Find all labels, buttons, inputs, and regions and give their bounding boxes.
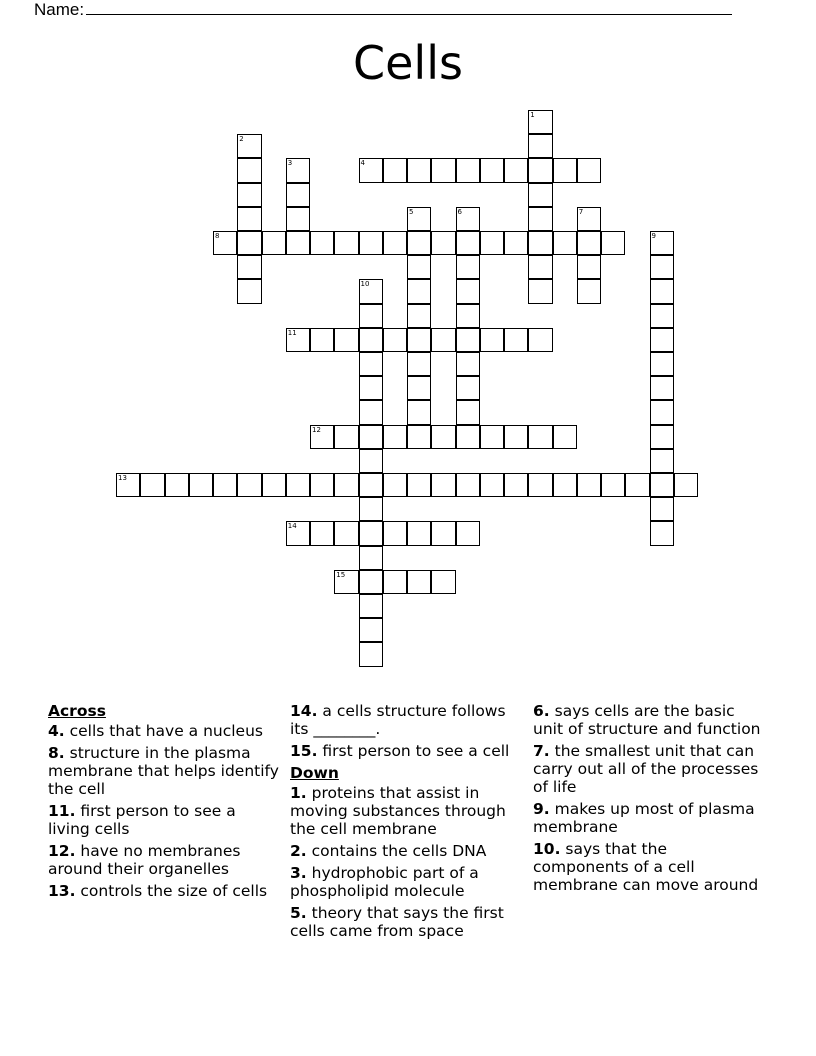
down-clue [290,784,522,838]
grid-cell[interactable] [528,183,552,207]
grid-cell[interactable] [237,231,261,255]
clue-number: 13. [48,882,76,900]
across-clue [48,744,280,798]
grid-cell[interactable] [407,207,431,231]
grid-cell[interactable] [334,473,358,497]
name-label: Name: [34,0,85,19]
grid-cell[interactable] [650,255,674,279]
grid-cell[interactable] [359,618,383,642]
grid-cell[interactable] [407,304,431,328]
down-clue [290,842,522,860]
grid-cell[interactable] [480,231,504,255]
down-clue [290,904,522,940]
grid-cell[interactable] [528,134,552,158]
grid-cell[interactable] [504,425,528,449]
clue-number-label: 5 [409,207,414,216]
clue-number-label: 11 [287,328,297,337]
grid-cell[interactable] [359,279,383,303]
clues-column-2 [290,702,522,944]
clue-number: 11. [48,802,76,820]
grid-cell[interactable] [359,328,383,352]
grid-cell[interactable] [237,279,261,303]
clue-number-label: 13 [118,474,127,482]
grid-cell[interactable] [334,521,358,545]
grid-cell[interactable] [359,570,383,594]
grid-cell[interactable] [553,425,577,449]
grid-cell[interactable] [577,158,601,182]
grid-cell[interactable] [359,473,383,497]
grid-cell[interactable] [456,231,480,255]
grid-cell[interactable] [528,207,552,231]
down-heading: Down [290,764,339,782]
grid-cell[interactable] [625,473,649,497]
down-clue [533,702,765,738]
across-clue [290,702,522,738]
grid-cell[interactable] [480,473,504,497]
across-clue [48,722,280,740]
grid-cell[interactable] [140,473,164,497]
grid-cell[interactable] [456,279,480,303]
grid-cell[interactable] [431,158,455,182]
grid-cell[interactable] [456,473,480,497]
clues-column-1 [48,702,280,904]
grid-cell[interactable] [286,207,310,231]
grid-cell[interactable] [262,473,286,497]
grid-cell[interactable] [577,207,601,231]
clues-column-3 [533,702,765,898]
grid-cell[interactable] [528,110,552,134]
grid-cell[interactable] [528,279,552,303]
grid-cell[interactable] [116,473,140,497]
grid-cell[interactable] [528,231,552,255]
clue-number: 5. [290,904,307,922]
grid-cell[interactable] [650,425,674,449]
clue-number: 6. [533,702,550,720]
grid-cell[interactable] [650,497,674,521]
clue-number: 10. [533,840,561,858]
grid-cell[interactable] [383,521,407,545]
grid-cell[interactable] [431,328,455,352]
grid-cell[interactable] [359,497,383,521]
grid-cell[interactable] [431,231,455,255]
grid-cell[interactable] [237,473,261,497]
grid-cell[interactable] [334,570,358,594]
clue-number-label: 10 [360,280,370,289]
grid-cell[interactable] [480,328,504,352]
clue-number-label: 3 [287,159,293,168]
clue-text: have no membranes around their organelles [48,842,241,878]
grid-cell[interactable] [407,521,431,545]
clue-text: makes up most of plasma membrane [533,800,755,836]
grid-cell[interactable] [577,473,601,497]
grid-cell[interactable] [601,473,625,497]
grid-cell[interactable] [528,425,552,449]
grid-cell[interactable] [650,400,674,424]
grid-cell[interactable] [237,134,261,158]
grid-cell[interactable] [480,425,504,449]
grid-cell[interactable] [650,231,674,255]
grid-cell[interactable] [456,255,480,279]
grid-cell[interactable] [383,425,407,449]
grid-cell[interactable] [359,521,383,545]
clue-number-label: 12 [312,425,321,434]
clue-number-label: 14 [287,522,297,531]
clue-number: 14. [290,702,318,720]
clue-number-label: 1 [530,111,535,119]
grid-cell[interactable] [650,279,674,303]
clue-number: 2. [290,842,307,860]
grid-cell[interactable] [310,425,334,449]
grid-cell[interactable] [650,473,674,497]
grid-cell[interactable] [456,376,480,400]
grid-cell[interactable] [504,158,528,182]
grid-cell[interactable] [650,304,674,328]
clue-text: proteins that assist in moving substances through the cell membrane [290,784,506,838]
clue-text: controls the size of cells [80,882,268,900]
across-clue [48,802,280,838]
grid-cell[interactable] [456,352,480,376]
grid-cell[interactable] [528,473,552,497]
clue-text: first person to see a living cells [48,802,236,838]
grid-cell[interactable] [456,400,480,424]
grid-cell[interactable] [262,231,286,255]
grid-cell[interactable] [674,473,698,497]
grid-cell[interactable] [310,328,334,352]
grid-cell[interactable] [334,425,358,449]
grid-cell[interactable] [407,352,431,376]
grid-cell[interactable] [456,328,480,352]
grid-cell[interactable] [359,304,383,328]
clue-number: 15. [290,742,318,760]
clue-text: the smallest unit that can carry out all of the processes of life [533,742,759,796]
grid-cell[interactable] [383,158,407,182]
grid-cell[interactable] [456,304,480,328]
grid-cell[interactable] [310,473,334,497]
clue-text: first person to see a cell [322,742,510,760]
down-clue [533,840,765,894]
grid-cell[interactable] [286,521,310,545]
grid-cell[interactable] [407,158,431,182]
clue-number-label: 8 [215,232,220,240]
grid-cell[interactable] [431,521,455,545]
grid-cell[interactable] [286,231,310,255]
grid-cell[interactable] [359,158,383,182]
grid-cell[interactable] [359,449,383,473]
grid-cell[interactable] [334,328,358,352]
clue-number: 9. [533,800,550,818]
grid-cell[interactable] [383,231,407,255]
grid-cell[interactable] [213,473,237,497]
grid-cell[interactable] [431,425,455,449]
grid-cell[interactable] [237,183,261,207]
grid-cell[interactable] [359,425,383,449]
grid-cell[interactable] [213,231,237,255]
grid-cell[interactable] [407,279,431,303]
clue-number-label: 4 [360,159,365,168]
grid-cell[interactable] [528,255,552,279]
clue-number: 1. [290,784,307,802]
grid-cell[interactable] [359,231,383,255]
grid-cell[interactable] [407,231,431,255]
clue-text: theory that says the first cells came from space [290,904,504,940]
grid-cell[interactable] [359,352,383,376]
grid-cell[interactable] [601,231,625,255]
grid-cell[interactable] [431,473,455,497]
grid-cell[interactable] [189,473,213,497]
down-clue [533,800,765,836]
grid-cell[interactable] [286,473,310,497]
across-clue [48,882,280,900]
grid-cell[interactable] [334,231,358,255]
grid-cell[interactable] [165,473,189,497]
grid-cell[interactable] [407,570,431,594]
grid-cell[interactable] [407,255,431,279]
grid-cell[interactable] [650,376,674,400]
grid-cell[interactable] [456,521,480,545]
grid-cell[interactable] [456,158,480,182]
across-heading: Across [48,702,106,720]
grid-cell[interactable] [650,352,674,376]
across-clue [290,742,522,760]
clue-number: 3. [290,864,307,882]
grid-cell[interactable] [528,328,552,352]
grid-cell[interactable] [407,328,431,352]
grid-cell[interactable] [359,400,383,424]
grid-cell[interactable] [407,425,431,449]
grid-cell[interactable] [456,425,480,449]
across-clue [48,842,280,878]
grid-cell[interactable] [504,231,528,255]
grid-cell[interactable] [359,546,383,570]
grid-cell[interactable] [383,473,407,497]
grid-cell[interactable] [383,328,407,352]
grid-cell[interactable] [650,328,674,352]
clue-number-label: 15 [336,570,346,579]
grid-cell[interactable] [407,400,431,424]
grid-cell[interactable] [504,473,528,497]
down-clue [290,864,522,900]
grid-cell[interactable] [431,570,455,594]
grid-cell[interactable] [577,279,601,303]
grid-cell[interactable] [237,207,261,231]
grid-cell[interactable] [504,328,528,352]
clue-text: contains the cells DNA [311,842,487,860]
grid-cell[interactable] [237,158,261,182]
grid-cell[interactable] [650,521,674,545]
grid-cell[interactable] [359,594,383,618]
grid-cell[interactable] [553,231,577,255]
clue-number: 8. [48,744,65,762]
grid-cell[interactable] [553,158,577,182]
grid-cell[interactable] [407,376,431,400]
grid-cell[interactable] [310,521,334,545]
down-clue [533,742,765,796]
grid-cell[interactable] [359,642,383,666]
clue-number-label: 2 [239,135,244,144]
grid-cell[interactable] [407,473,431,497]
grid-cell[interactable] [237,255,261,279]
clue-text: structure in the plasma membrane that helps identify the cell [48,744,279,798]
clue-number-label: 6 [457,207,462,216]
grid-cell[interactable] [286,183,310,207]
clue-text: cells that have a nucleus [69,722,263,740]
grid-cell[interactable] [359,376,383,400]
clue-text: a cells structure follows its ________. [290,702,506,738]
grid-cell[interactable] [286,158,310,182]
grid-cell[interactable] [577,231,601,255]
grid-cell[interactable] [456,207,480,231]
clue-number: 7. [533,742,550,760]
grid-cell[interactable] [528,158,552,182]
clue-number: 12. [48,842,76,860]
page-title: Cells [353,36,463,90]
grid-cell[interactable] [553,473,577,497]
grid-cell[interactable] [650,449,674,473]
grid-cell[interactable] [286,328,310,352]
grid-cell[interactable] [577,255,601,279]
grid-cell[interactable] [480,158,504,182]
clue-text: hydrophobic part of a phospholipid molecule [290,864,479,900]
clue-number: 4. [48,722,65,740]
clue-text: says that the components of a cell membrane can move around [533,840,759,894]
clue-number-label: 9 [651,232,656,240]
clue-text: says cells are the basic unit of structure and function [533,702,761,738]
grid-cell[interactable] [383,570,407,594]
grid-cell[interactable] [310,231,334,255]
clue-number-label: 7 [578,207,584,216]
